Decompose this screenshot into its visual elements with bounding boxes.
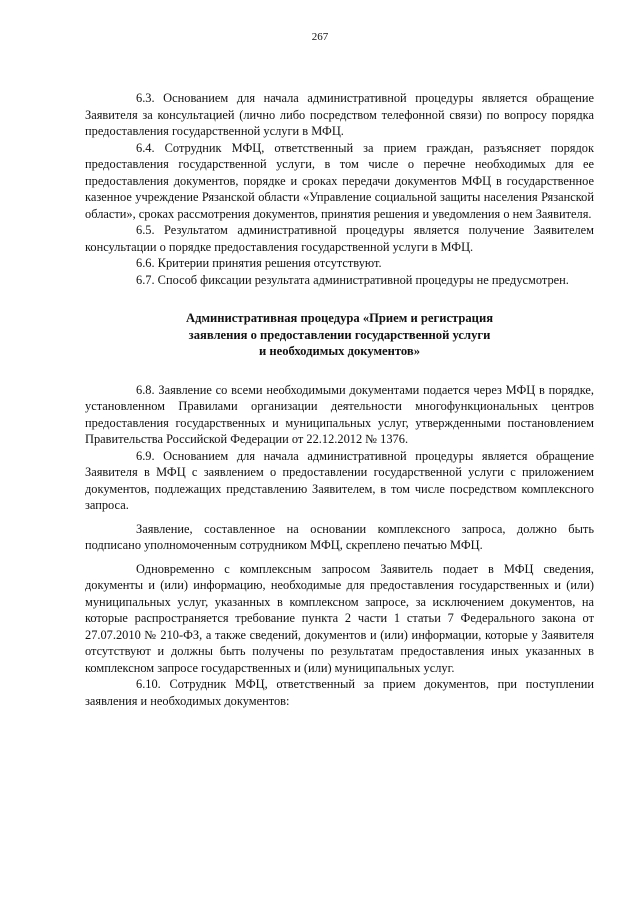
document-body (85, 90, 594, 709)
paragraph-complex-request-signature: Заявление, составленное на основании комплексного запроса, должно быть подписано уполномоченным сотрудником МФЦ, скреплено печатью МФЦ. (85, 521, 594, 552)
paragraph-6-10: 6.10. Сотрудник МФЦ, ответственный за прием документов, при поступлении заявления и необходимых документов: (85, 677, 594, 708)
section-heading-line-1: Административная процедура «Прием и регистрация (185, 311, 494, 325)
paragraph-6-4: 6.4. Сотрудник МФЦ, ответственный за прием граждан, разъясняет порядок предоставления государственной услуги, в том числе о перечне необходимых для ее предоставления документов, порядке и сроках передачи документов МФЦ в государственное казенное учреждение Рязанской области «Управление социальной защиты населения Рязанской области», сроках рассмотрения документов, принятия решения и уведомления о нем Заявителя. (85, 140, 594, 221)
paragraph-6-9: 6.9. Основанием для начала административной процедуры является обращение Заявителя в МФЦ с заявлением о предоставлении государственной услуги с приложением документов, подлежащих представлению Заявителем, в том числе посредством комплексного запроса. (85, 448, 594, 512)
section-heading-line-2: заявления о предоставлении государственной услуги (188, 327, 491, 342)
section-heading-line-3: и необходимых документов» (259, 344, 420, 358)
paragraph-6-3: 6.3. Основанием для начала административной процедуры является обращение Заявителя за консультацией (лично либо посредством телефонной связи) по вопросу порядка предоставления государственной услуги в МФЦ. (85, 91, 594, 138)
section-heading (85, 310, 594, 360)
paragraph-6-5: 6.5. Результатом административной процедуры является получение Заявителем консультации о порядке предоставления государственной услуги в МФЦ. (85, 223, 594, 254)
paragraph-complex-request-documents: Одновременно с комплексным запросом Заявитель подает в МФЦ сведения, документы и (или) информацию, необходимые для предоставления государственных и (или) муниципальных услуг, указанных в комплексном запросе, за исключением документов, на которые распространяется требование пункта 2 части 1 статьи 7 Федерального закона от 27.07.2010 № 210-ФЗ, а также сведений, документов и (или) информации, которые у Заявителя отсутствуют и должны быть получены по результатам предоставления иных указанных в комплексном запросе государственных и (или) муниципальных услуг. (85, 561, 594, 675)
paragraph-6-7: 6.7. Способ фиксации результата административной процедуры не предусмотрен. (136, 272, 569, 287)
paragraph-6-8: 6.8. Заявление со всеми необходимыми документами подается через МФЦ в порядке, установленном Правилами организации деятельности многофункциональных центров предоставления государственных и муниципальных услуг, утвержденными постановлением Правительства Российской Федерации от 22.12.2012 № 1376. (85, 382, 594, 446)
paragraph-6-6: 6.6. Критерии принятия решения отсутствуют. (136, 256, 382, 270)
page-number: 267 (311, 31, 329, 43)
